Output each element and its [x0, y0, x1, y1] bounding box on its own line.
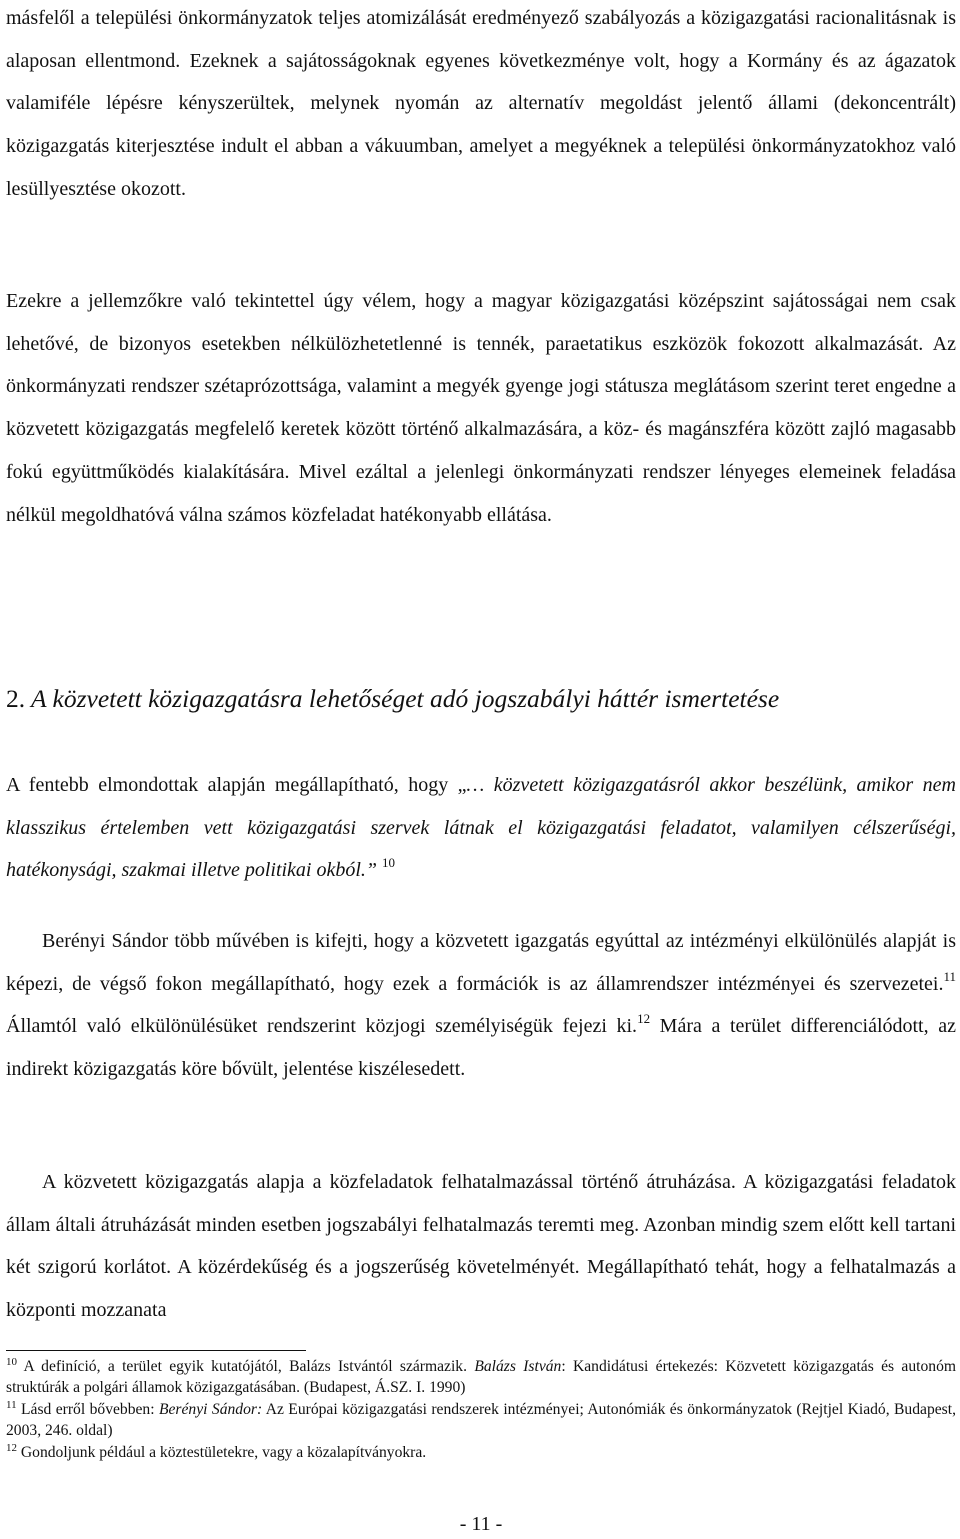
- footnote-number: 11: [6, 1398, 17, 1411]
- section-heading: [6, 684, 956, 714]
- footnote-ref-11[interactable]: 11: [943, 968, 956, 984]
- paragraph-4-part-1: Berényi Sándor több művében is kifejti, hogy a közvetett igazgatás egyúttal az intézményi elkülönülés alapját is képezi, de végső fokon megállapítható, hogy ezek a formációk is az államrendszer intézményei és szervezetei.: [6, 930, 956, 995]
- section-number: 2.: [6, 684, 26, 713]
- paragraph-2: Ezekre a jellemzőkre való tekintettel úgy vélem, hogy a magyar közigazgatási középszint sajátosságai nem csak lehetővé, de bizonyos esetekben nélkülözhetetlenné is tennék, paraetatikus eszközök fokozott alkalmazását. Az önkormányzati rendszer szétaprózottsága, valamint a megyék gyenge jogi státusza meglátásom szerint teret engedne a közvetett közigazgatás megfelelő keretek között történő alkalmazására, a köz- és magánszféra között zajló magasabb fokú együttműködés kialakítására. Mivel ezáltal a jelenlegi önkormányzati rendszer lényeges elemeinek feladása nélkül megoldhatóvá válna számos közfeladat hatékonyabb ellátása.: [6, 290, 956, 526]
- paragraph-4-part-2: Államtól való elkülönülésüket rendszerint közjogi személyiségük fejezi ki.: [6, 1015, 638, 1038]
- footnote-10: [6, 1356, 956, 1399]
- paragraph-1: másfelől a települési önkormányzatok teljes atomizálását eredményező szabályozás a közigazgatási racionalitásnak is alaposan ellentmond. Ezeknek a sajátosságoknak egyenes következménye volt, hogy a Kormány és az ágazatok valamiféle lépésre kényszerültek, melynek nyomán az alternatív megoldást jelentő állami (dekoncentrált) közigazgatás kiterjesztése indult el abban a vákuumban, amelyet a megyéknek a települési önkormányzatokhoz való lesüllyesztése okozott.: [6, 7, 956, 200]
- paragraph-4: [6, 920, 956, 1091]
- footnote-12: [6, 1442, 956, 1463]
- section-title: A közvetett közigazgatásra lehetőséget adó jogszabályi háttér ismertetése: [31, 684, 780, 713]
- paragraph-3: [6, 764, 956, 892]
- footnote-text: A definíció, a terület egyik kutatójától, Balázs Istvántól származik.: [17, 1358, 475, 1375]
- footnote-text: Berényi Sándor:: [158, 1400, 263, 1418]
- footnote-number: 12: [6, 1441, 17, 1454]
- footnote-ref-12[interactable]: 12: [637, 1011, 651, 1027]
- footnote-11: [6, 1399, 956, 1442]
- footnote-text: Lásd erről bővebben:: [16, 1400, 159, 1418]
- paragraph-3-lead: A fentebb elmondottak alapján megállapítható, hogy „: [6, 774, 467, 796]
- paragraph-4-part-3: Mára a terület differenciálódott, az indirekt közigazgatás köre bővült, jelentése kiszélesedett.: [6, 1015, 956, 1081]
- page-number: - 11 -: [459, 1513, 503, 1535]
- paragraph-5: A közvetett közigazgatás alapja a közfeladatok felhatalmazással történő átruházása. A közigazgatási feladatok állam általi átruházását minden esetben jogszabályi felhatalmazás teremti meg. Azonban mindig szem előtt kell tartani két szigorú korlátot. A közérdekűség és a jogszerűség követelményét. Megállapítható tehát, hogy a felhatalmazás a központi mozzanata: [6, 1171, 956, 1322]
- footnote-number: 10: [6, 1356, 17, 1368]
- footnote-ref-10[interactable]: 10: [382, 855, 396, 871]
- footnote-text: Balázs István: [474, 1358, 562, 1375]
- footnote-text: Az Európai közigazgatási rendszerek intézményei; Autonómiák és önkormányzatok (Rejtjel Kiadó, Budapest, 2003, 246. oldal): [6, 1400, 956, 1440]
- footnote-text: : Kandidátusi értekezés: Közvetett közigazgatás és autonóm struktúrák a polgári államok közigazgatásában. (Budapest, Á.SZ. I. 1990): [6, 1358, 956, 1397]
- footnote-separator: [6, 1350, 306, 1351]
- footnotes: [6, 1356, 956, 1463]
- definition-quote: … közvetett közigazgatásról akkor beszélünk, amikor nem klasszikus értelemben vett közigazgatási szervek látnak el közigazgatási feladatot, valamilyen célszerűségi, hatékonysági, szakmai illetve politikai okból.”: [6, 774, 956, 882]
- footnote-text: Gondoljunk például a köztestületekre, vagy a közalapítványokra.: [17, 1443, 427, 1461]
